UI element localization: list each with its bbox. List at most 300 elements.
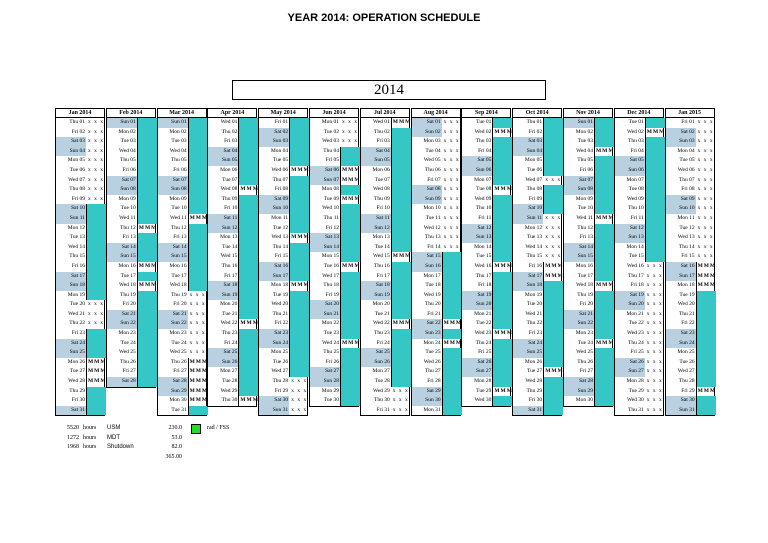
usm-cell xyxy=(340,204,360,214)
day-label: Sun 18 xyxy=(513,281,543,291)
day-label: Mon 09 xyxy=(118,195,136,202)
day-row xyxy=(259,396,307,406)
shutdown-cell: x x x xyxy=(291,406,308,413)
day-label: Tue 08 xyxy=(628,186,644,193)
day-row xyxy=(412,156,460,166)
day-label: Wed 14 xyxy=(68,243,85,250)
day-label: Wed 13 xyxy=(271,234,289,241)
day-row xyxy=(56,348,104,358)
day-row xyxy=(158,185,206,195)
day-label: Sun 24 xyxy=(666,339,696,349)
day-row xyxy=(208,396,256,406)
day-row xyxy=(56,137,104,147)
day-label: Wed 29 xyxy=(372,387,390,394)
day-row xyxy=(666,272,714,282)
mdt-cell: M M M xyxy=(391,118,411,128)
day-row xyxy=(462,300,510,310)
day-row xyxy=(615,224,663,234)
day-label: Mon 09 xyxy=(575,195,593,202)
usm-cell xyxy=(696,300,716,310)
day-row xyxy=(56,367,104,377)
shutdown-cell: x x x xyxy=(697,214,714,221)
day-label: Wed 20 xyxy=(271,301,289,308)
usm-cell xyxy=(645,243,665,253)
day-label: Wed 21 xyxy=(525,310,543,317)
total-mdt-days: 53.0 xyxy=(171,434,182,441)
day-label: Sat 19 xyxy=(615,291,645,301)
usm-cell xyxy=(594,262,614,272)
day-label: Fri 25 xyxy=(630,349,644,356)
shutdown-cell: x x x xyxy=(697,157,714,164)
shutdown-cell: x x x xyxy=(392,397,409,404)
usm-cell xyxy=(391,147,411,157)
day-label: Mon 24 xyxy=(423,339,441,346)
shutdown-cell: x x x xyxy=(646,262,663,269)
day-row xyxy=(158,214,206,224)
day-row xyxy=(56,147,104,157)
day-label: Fri 01 xyxy=(274,119,289,125)
day-label: Sun 24 xyxy=(259,339,289,349)
day-row xyxy=(259,367,307,377)
shutdown-cell: x x x xyxy=(646,310,663,317)
usm-cell xyxy=(492,281,512,291)
day-label: Mon 28 xyxy=(626,378,644,385)
day-row xyxy=(259,358,307,368)
usm-cell xyxy=(238,147,258,157)
day-label: Sun 11 xyxy=(513,214,543,224)
day-row xyxy=(208,281,256,291)
day-label: Sun 04 xyxy=(56,147,86,157)
usm-cell xyxy=(696,339,716,349)
day-row xyxy=(107,252,155,262)
day-label: Sun 11 xyxy=(56,214,86,224)
day-row xyxy=(615,406,663,416)
day-row xyxy=(564,291,612,301)
shutdown-cell: x x x xyxy=(88,301,104,308)
day-row xyxy=(513,406,561,416)
usm-cell xyxy=(86,291,106,301)
day-label: Wed 04 xyxy=(118,147,136,154)
day-label: Sun 15 xyxy=(158,252,188,262)
day-row xyxy=(107,281,155,291)
usm-cell xyxy=(442,300,462,310)
day-label: Mon 09 xyxy=(169,195,187,202)
shutdown-cell: x x x xyxy=(646,349,663,356)
usm-cell xyxy=(340,147,360,157)
day-label: Sat 12 xyxy=(462,224,492,234)
usm-cell xyxy=(238,156,258,166)
day-label: Sun 09 xyxy=(412,195,442,205)
day-label: Thu 16 xyxy=(374,262,390,269)
day-row xyxy=(412,310,460,320)
usm-cell xyxy=(442,262,462,272)
mdt-cell: M M M xyxy=(696,387,716,397)
usm-cell xyxy=(238,300,258,310)
day-label: Sat 15 xyxy=(412,252,442,262)
usm-cell xyxy=(492,358,512,368)
usm-cell xyxy=(137,195,157,205)
day-label: Sun 22 xyxy=(564,319,594,329)
mdt-cell: M M M xyxy=(594,147,614,157)
day-row xyxy=(513,204,561,214)
month-header: Aug 2014 xyxy=(412,109,460,118)
usm-cell xyxy=(188,406,208,416)
day-row xyxy=(361,319,409,329)
day-row xyxy=(56,319,104,329)
mdt-cell: M M M xyxy=(340,195,360,205)
green-legend-label: rad / FSS xyxy=(207,425,230,431)
day-label: Wed 23 xyxy=(474,330,492,337)
day-row xyxy=(310,204,358,214)
mdt-cell: M M M xyxy=(492,128,512,138)
usm-cell xyxy=(696,310,716,320)
day-row xyxy=(259,272,307,282)
day-label: Thu 07 xyxy=(678,176,695,183)
day-row xyxy=(56,185,104,195)
usm-cell xyxy=(594,156,614,166)
day-row xyxy=(564,396,612,406)
shutdown-cell: x x x xyxy=(443,138,460,145)
day-label: Wed 21 xyxy=(68,310,85,317)
day-row xyxy=(615,243,663,253)
day-label: Thu 05 xyxy=(577,157,593,164)
day-label: Wed 24 xyxy=(322,339,339,346)
usm-cell xyxy=(391,176,411,186)
day-row xyxy=(412,272,460,282)
day-row xyxy=(462,233,510,243)
day-label: Sun 27 xyxy=(462,367,492,377)
day-label: Tue 17 xyxy=(577,272,593,279)
usm-cell xyxy=(289,118,309,128)
day-row xyxy=(615,262,663,272)
day-row xyxy=(666,166,714,176)
day-label: Sun 13 xyxy=(462,233,492,243)
day-row xyxy=(513,156,561,166)
day-row xyxy=(56,224,104,234)
day-label: Thu 14 xyxy=(272,243,289,250)
day-label: Wed 28 xyxy=(525,378,543,385)
day-row xyxy=(208,272,256,282)
day-label: Mon 19 xyxy=(524,291,543,298)
day-row xyxy=(412,185,460,195)
shutdown-cell: x x x xyxy=(697,166,714,173)
day-row xyxy=(361,396,409,406)
day-label: Thu 09 xyxy=(374,195,390,202)
day-label: Mon 02 xyxy=(169,128,187,135)
day-row xyxy=(564,358,612,368)
day-label: Mon 23 xyxy=(118,330,136,337)
usm-cell xyxy=(543,137,563,147)
day-label: Sat 14 xyxy=(107,243,137,253)
day-label: Wed 30 xyxy=(626,397,644,404)
day-row xyxy=(107,204,155,214)
day-label: Sat 21 xyxy=(107,310,137,320)
day-row xyxy=(564,233,612,243)
mdt-cell: M M M xyxy=(188,214,208,224)
day-label: Tue 04 xyxy=(425,147,441,154)
day-row xyxy=(615,358,663,368)
day-label: Wed 28 xyxy=(68,378,85,385)
day-label: Mon 16 xyxy=(118,262,136,269)
day-row xyxy=(361,147,409,157)
day-row xyxy=(56,233,104,243)
day-row xyxy=(56,387,104,397)
day-row xyxy=(462,147,510,157)
day-row xyxy=(412,358,460,368)
usm-cell xyxy=(543,396,563,406)
day-row xyxy=(56,262,104,272)
day-label: Fri 20 xyxy=(173,301,187,308)
day-label: Sat 18 xyxy=(361,281,391,291)
day-label: Wed 18 xyxy=(169,282,187,289)
day-row xyxy=(666,224,714,234)
day-row xyxy=(615,300,663,310)
shutdown-cell: x x x xyxy=(646,320,663,327)
day-row xyxy=(158,262,206,272)
usm-cell xyxy=(238,214,258,224)
day-label: Fri 25 xyxy=(478,349,492,356)
day-row xyxy=(208,310,256,320)
day-label: Mon 13 xyxy=(220,234,238,241)
usm-cell xyxy=(645,185,665,195)
usm-cell xyxy=(137,204,157,214)
mdt-cell: M M M xyxy=(188,367,208,377)
day-label: Tue 07 xyxy=(222,176,238,183)
day-label: Thu 31 xyxy=(628,406,644,413)
usm-cell xyxy=(289,300,309,310)
day-label: Fri 06 xyxy=(173,166,187,173)
day-row xyxy=(462,156,510,166)
shutdown-cell: x x x xyxy=(88,310,104,317)
day-row xyxy=(361,176,409,186)
day-row xyxy=(564,118,612,128)
day-label: Sat 30 xyxy=(259,396,289,406)
day-row xyxy=(208,185,256,195)
usm-cell xyxy=(137,367,157,377)
day-label: Mon 25 xyxy=(270,349,289,356)
usm-cell xyxy=(137,358,157,368)
day-row xyxy=(564,147,612,157)
day-row xyxy=(564,243,612,253)
day-label: Wed 25 xyxy=(576,349,593,356)
day-label: Sun 18 xyxy=(56,281,86,291)
day-row xyxy=(361,348,409,358)
day-label: Wed 03 xyxy=(322,138,339,145)
day-label: Tue 18 xyxy=(425,282,441,289)
day-label: Sun 20 xyxy=(462,300,492,310)
day-row xyxy=(564,137,612,147)
day-label: Thu 26 xyxy=(170,358,187,365)
day-label: Tue 06 xyxy=(526,166,543,173)
usm-cell xyxy=(543,281,563,291)
day-row xyxy=(56,406,104,416)
usm-cell xyxy=(391,291,411,301)
usm-cell xyxy=(594,291,614,301)
day-row xyxy=(666,348,714,358)
usm-cell xyxy=(86,204,106,214)
day-row xyxy=(513,348,561,358)
day-row xyxy=(158,195,206,205)
month-header: Mar 2014 xyxy=(158,109,206,118)
day-row xyxy=(666,176,714,186)
day-row xyxy=(107,358,155,368)
usm-cell xyxy=(391,358,411,368)
usm-cell xyxy=(696,291,716,301)
usm-cell xyxy=(442,406,462,416)
usm-cell xyxy=(391,272,411,282)
usm-cell xyxy=(188,147,208,157)
day-row xyxy=(615,147,663,157)
usm-cell xyxy=(594,252,614,262)
usm-cell xyxy=(238,262,258,272)
day-label: Fri 13 xyxy=(122,234,136,241)
day-label: Mon 11 xyxy=(271,214,289,221)
day-row xyxy=(615,204,663,214)
day-label: Tue 01 xyxy=(628,119,644,125)
day-row xyxy=(310,329,358,339)
day-label: Fri 18 xyxy=(478,282,492,289)
usm-cell xyxy=(289,329,309,339)
mdt-cell: M M M xyxy=(543,272,563,282)
day-row xyxy=(361,137,409,147)
shutdown-cell: x x x xyxy=(697,119,714,125)
day-label: Wed 19 xyxy=(423,291,441,298)
shutdown-cell: x x x xyxy=(88,320,104,327)
usm-cell xyxy=(492,214,512,224)
day-row xyxy=(666,377,714,387)
usm-cell xyxy=(188,166,208,176)
day-label: Thu 25 xyxy=(323,349,339,356)
day-label: Tue 25 xyxy=(425,349,441,356)
day-label: Tue 13 xyxy=(69,234,85,241)
day-row xyxy=(208,319,256,329)
usm-cell xyxy=(442,310,462,320)
day-label: Tue 14 xyxy=(374,243,390,250)
shutdown-cell: x x x xyxy=(697,243,714,250)
day-label: Thu 03 xyxy=(475,138,492,145)
day-label: Wed 11 xyxy=(576,214,593,221)
day-label: Mon 26 xyxy=(524,358,543,365)
day-row xyxy=(361,387,409,397)
day-label: Sun 13 xyxy=(615,233,645,243)
day-label: Tue 13 xyxy=(526,234,543,241)
day-label: Tue 24 xyxy=(577,339,593,346)
day-row xyxy=(513,176,561,186)
day-row xyxy=(259,377,307,387)
month-column xyxy=(512,108,562,416)
day-row xyxy=(513,224,561,234)
day-label: Sun 12 xyxy=(361,224,391,234)
usm-cell xyxy=(594,377,614,387)
day-row xyxy=(310,214,358,224)
usm-cell xyxy=(137,252,157,262)
day-label: Fri 14 xyxy=(427,243,441,250)
day-label: Sat 17 xyxy=(513,272,543,282)
day-row xyxy=(208,300,256,310)
day-label: Fri 31 xyxy=(376,406,390,413)
day-row xyxy=(56,339,104,349)
day-label: Sun 10 xyxy=(666,204,696,214)
day-row xyxy=(158,272,206,282)
day-row xyxy=(615,252,663,262)
day-row xyxy=(666,406,714,416)
day-label: Wed 23 xyxy=(626,330,644,337)
usm-cell xyxy=(391,262,411,272)
day-label: Sat 02 xyxy=(259,128,289,138)
shutdown-cell: x x x xyxy=(545,253,562,260)
day-label: Thu 23 xyxy=(221,330,238,337)
usm-cell xyxy=(492,310,512,320)
day-label: Thu 17 xyxy=(475,272,492,279)
month-column xyxy=(563,108,613,407)
day-row xyxy=(666,339,714,349)
day-row xyxy=(615,367,663,377)
day-label: Sat 10 xyxy=(56,204,86,214)
month-column xyxy=(157,108,207,416)
day-label: Sun 01 xyxy=(564,118,594,128)
day-row xyxy=(564,195,612,205)
shutdown-cell: x x x xyxy=(646,301,663,308)
day-label: Tue 07 xyxy=(374,176,390,183)
shutdown-cell: x x x xyxy=(646,387,663,394)
day-label: Sat 09 xyxy=(259,195,289,205)
usm-cell xyxy=(492,147,512,157)
mdt-cell: M M M xyxy=(86,367,106,377)
usm-cell xyxy=(391,214,411,224)
day-row xyxy=(259,300,307,310)
day-label: Sat 16 xyxy=(259,262,289,272)
day-label: Sun 15 xyxy=(107,252,137,262)
day-row xyxy=(310,387,358,397)
day-row xyxy=(107,319,155,329)
usm-cell xyxy=(594,128,614,138)
day-row xyxy=(412,147,460,157)
shutdown-cell: x x x xyxy=(697,176,714,183)
usm-cell xyxy=(86,387,106,397)
day-row xyxy=(412,243,460,253)
mdt-cell: M M M xyxy=(137,281,157,291)
usm-cell xyxy=(340,272,360,282)
day-row xyxy=(513,166,561,176)
day-row xyxy=(564,128,612,138)
usm-cell xyxy=(696,319,716,329)
usm-cell xyxy=(594,396,614,406)
day-label: Tue 21 xyxy=(222,310,238,317)
day-row xyxy=(107,137,155,147)
day-label: Mon 02 xyxy=(118,128,136,135)
day-label: Sat 04 xyxy=(208,147,238,157)
day-row xyxy=(107,310,155,320)
day-label: Wed 07 xyxy=(525,176,543,183)
usm-cell xyxy=(492,339,512,349)
day-label: Mon 17 xyxy=(423,272,441,279)
usm-cell xyxy=(696,367,716,377)
shutdown-cell: x x x xyxy=(88,147,104,154)
day-row xyxy=(666,291,714,301)
usm-cell xyxy=(137,329,157,339)
day-row xyxy=(361,329,409,339)
day-label: Thu 29 xyxy=(69,387,85,394)
usm-cell xyxy=(645,233,665,243)
usm-cell xyxy=(645,118,665,128)
shutdown-cell: x x x xyxy=(291,397,308,404)
day-row xyxy=(259,118,307,128)
day-row xyxy=(158,329,206,339)
day-label: Wed 05 xyxy=(423,157,441,164)
day-label: Thu 10 xyxy=(628,205,644,212)
day-label: Fri 16 xyxy=(528,262,543,269)
shutdown-cell: x x x xyxy=(189,291,206,298)
